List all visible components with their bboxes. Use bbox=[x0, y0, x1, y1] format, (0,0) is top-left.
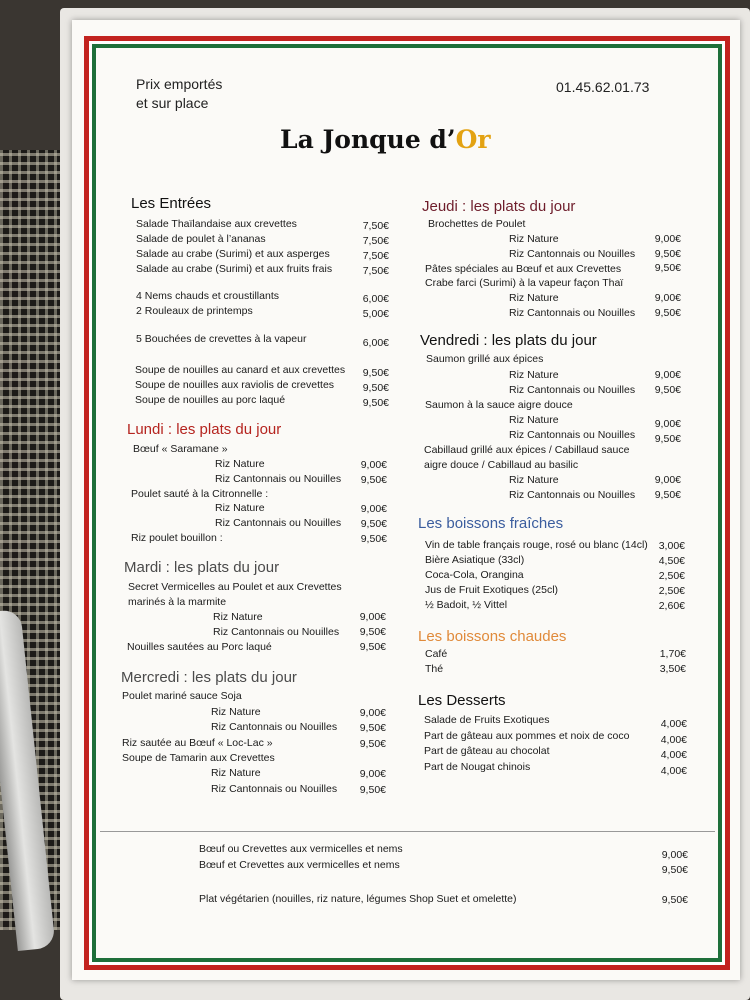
heading-vendredi: Vendredi : les plats du jour bbox=[420, 332, 597, 349]
heading-boissons-fraiches: Les boissons fraîches bbox=[418, 515, 564, 532]
menu-item: Riz Nature bbox=[509, 292, 559, 304]
menu-item: marinés à la marmite bbox=[128, 596, 227, 608]
menu-price: 9,50€ bbox=[359, 784, 386, 796]
menu-price: 9,50€ bbox=[661, 894, 688, 906]
menu-item: Riz Nature bbox=[215, 458, 265, 470]
menu-item: 5 Bouchées de crevettes à la vapeur bbox=[136, 333, 307, 345]
menu-item: Riz Cantonnais ou Nouilles bbox=[509, 248, 636, 260]
menu-price: 2,50€ bbox=[658, 585, 685, 597]
menu-price: 9,00€ bbox=[661, 849, 688, 861]
menu-item: Riz Nature bbox=[509, 233, 559, 245]
menu-price: 9,50€ bbox=[654, 489, 681, 501]
menu-price: 9,50€ bbox=[654, 262, 681, 274]
menu-item: aigre douce / Cabillaud au basilic bbox=[424, 459, 579, 471]
menu-item: Part de gâteau aux pommes et noix de coco bbox=[424, 730, 630, 742]
menu-item: Riz Cantonnais ou Nouilles bbox=[509, 307, 636, 319]
menu-item: Poulet sauté à la Citronnelle : bbox=[131, 488, 269, 500]
menu-price: 7,50€ bbox=[362, 250, 389, 262]
menu-item: Salade Thaïlandaise aux crevettes bbox=[136, 218, 297, 230]
menu-item: Nouilles sautées au Porc laqué bbox=[127, 641, 272, 653]
menu-price: 4,50€ bbox=[658, 555, 685, 567]
menu-item: Riz poulet bouillon : bbox=[131, 532, 223, 544]
menu-price: 9,00€ bbox=[359, 768, 386, 780]
menu-price: 9,00€ bbox=[654, 474, 681, 486]
menu-item: Bœuf ou Crevettes aux vermicelles et nems bbox=[199, 843, 403, 855]
menu-item: Saumon à la sauce aigre douce bbox=[425, 399, 573, 411]
menu-item: Part de gâteau au chocolat bbox=[424, 745, 550, 757]
heading-boissons-chaudes: Les boissons chaudes bbox=[418, 628, 567, 645]
border-green bbox=[92, 44, 722, 962]
price-note-line2: et sur place bbox=[136, 95, 209, 111]
menu-item: Bière Asiatique (33cl) bbox=[425, 554, 525, 566]
heading-mercredi: Mercredi : les plats du jour bbox=[121, 669, 297, 686]
menu-price: 9,50€ bbox=[654, 307, 681, 319]
menu-item: Riz Cantonnais ou Nouilles bbox=[211, 721, 338, 733]
menu-price: 9,00€ bbox=[360, 503, 387, 515]
menu-price: 9,50€ bbox=[359, 722, 386, 734]
menu-price: 9,00€ bbox=[360, 459, 387, 471]
menu-price: 4,00€ bbox=[660, 749, 687, 761]
menu-item: Riz Nature bbox=[509, 474, 559, 486]
menu-item: Soupe de nouilles aux raviolis de crevettes bbox=[135, 379, 335, 391]
menu-item: Saumon grillé aux épices bbox=[426, 353, 544, 365]
menu-item: Riz Nature bbox=[211, 706, 261, 718]
menu-item: Part de Nougat chinois bbox=[424, 761, 531, 773]
heading-lundi: Lundi : les plats du jour bbox=[127, 421, 282, 438]
menu-item: Plat végétarien (nouilles, riz nature, légumes Shop Suet et omelette) bbox=[199, 893, 517, 905]
menu-price: 4,00€ bbox=[660, 765, 687, 777]
menu-price: 9,50€ bbox=[362, 397, 389, 409]
menu-item: Riz Cantonnais ou Nouilles bbox=[211, 783, 338, 795]
menu-price: 9,50€ bbox=[362, 382, 389, 394]
menu-item: Coca-Cola, Orangina bbox=[425, 569, 524, 581]
menu-price: 2,60€ bbox=[658, 600, 685, 612]
phone-number: 01.45.62.01.73 bbox=[556, 79, 650, 95]
menu-price: 1,70€ bbox=[659, 648, 686, 660]
menu-item: Riz sautée au Bœuf « Loc-Lac » bbox=[122, 737, 273, 749]
menu-item: Riz Nature bbox=[211, 767, 261, 779]
menu-price: 9,00€ bbox=[359, 611, 386, 623]
menu-item: Café bbox=[425, 648, 448, 660]
menu-price: 9,00€ bbox=[654, 418, 681, 430]
price-note-line1: Prix emportés bbox=[136, 76, 223, 92]
menu-item: Riz Cantonnais ou Nouilles bbox=[509, 489, 636, 501]
menu-price: 9,50€ bbox=[359, 626, 386, 638]
menu-price: 2,50€ bbox=[658, 570, 685, 582]
menu-price: 9,50€ bbox=[360, 533, 387, 545]
heading-entrees: Les Entrées bbox=[131, 195, 212, 212]
menu-item: Riz Cantonnais ou Nouilles bbox=[213, 626, 340, 638]
menu-price: 9,50€ bbox=[359, 641, 386, 653]
menu-price: 9,50€ bbox=[654, 384, 681, 396]
menu-price: 9,50€ bbox=[661, 864, 688, 876]
menu-item: Secret Vermicelles au Poulet et aux Crevettes bbox=[128, 581, 342, 593]
menu-item: Soupe de nouilles au canard et aux crevettes bbox=[135, 364, 346, 376]
menu-price: 3,00€ bbox=[658, 540, 685, 552]
menu-item: ½ Badoit, ½ Vittel bbox=[425, 599, 508, 611]
heading-jeudi: Jeudi : les plats du jour bbox=[422, 198, 576, 215]
menu-item: Riz Cantonnais ou Nouilles bbox=[509, 429, 636, 441]
menu-item: Riz Nature bbox=[215, 502, 265, 514]
restaurant-title bbox=[280, 125, 491, 154]
menu-item: Riz Nature bbox=[213, 611, 263, 623]
menu-price: 7,50€ bbox=[362, 265, 389, 277]
heading-desserts: Les Desserts bbox=[418, 692, 506, 709]
menu-item: Salade au crabe (Surimi) et aux asperges bbox=[136, 248, 330, 260]
menu-price: 9,00€ bbox=[654, 233, 681, 245]
price-note bbox=[136, 75, 222, 113]
menu-price: 9,50€ bbox=[360, 518, 387, 530]
menu-price: 9,50€ bbox=[362, 367, 389, 379]
title-main: La Jonque d’ bbox=[280, 125, 456, 154]
title-gold: Or bbox=[455, 125, 491, 154]
menu-item: Vin de table français rouge, rosé ou blanc (14cl) bbox=[425, 539, 648, 551]
menu-item: Salade de poulet à l’ananas bbox=[136, 233, 266, 245]
menu-item: Bœuf et Crevettes aux vermicelles et nems bbox=[199, 859, 400, 871]
menu-item: Bœuf « Saramane » bbox=[133, 443, 228, 455]
menu-price: 9,00€ bbox=[654, 292, 681, 304]
menu-price: 9,50€ bbox=[360, 474, 387, 486]
menu-item: Soupe de nouilles au porc laqué bbox=[135, 394, 286, 406]
menu-item: Thé bbox=[425, 663, 444, 675]
menu-price: 7,50€ bbox=[362, 220, 389, 232]
menu-item: Brochettes de Poulet bbox=[428, 218, 526, 230]
menu-item: Riz Cantonnais ou Nouilles bbox=[215, 473, 342, 485]
menu-price: 3,50€ bbox=[659, 663, 686, 675]
menu-price: 9,50€ bbox=[654, 248, 681, 260]
footer-divider bbox=[100, 831, 715, 832]
menu-item: Riz Nature bbox=[509, 369, 559, 381]
menu-item: Pâtes spéciales au Bœuf et aux Crevettes bbox=[425, 263, 622, 275]
menu-item: Crabe farci (Surimi) à la vapeur façon Thaï bbox=[425, 277, 624, 289]
menu-item: Soupe de Tamarin aux Crevettes bbox=[122, 752, 275, 764]
menu-price: 9,50€ bbox=[654, 433, 681, 445]
menu-price: 9,50€ bbox=[359, 738, 386, 750]
menu-price: 4,00€ bbox=[660, 734, 687, 746]
menu-price: 5,00€ bbox=[362, 308, 389, 320]
menu-item: Salade de Fruits Exotiques bbox=[424, 714, 550, 726]
menu-item: Riz Nature bbox=[509, 414, 559, 426]
menu-item: Poulet mariné sauce Soja bbox=[122, 690, 242, 702]
menu-price: 6,00€ bbox=[362, 337, 389, 349]
menu-price: 4,00€ bbox=[660, 718, 687, 730]
menu-item: Riz Cantonnais ou Nouilles bbox=[509, 384, 636, 396]
menu-price: 7,50€ bbox=[362, 235, 389, 247]
menu-price: 9,00€ bbox=[654, 369, 681, 381]
heading-mardi: Mardi : les plats du jour bbox=[124, 559, 280, 576]
menu-item: Cabillaud grillé aux épices / Cabillaud sauce bbox=[424, 444, 630, 456]
menu-item: Riz Cantonnais ou Nouilles bbox=[215, 517, 342, 529]
menu-item: 2 Rouleaux de printemps bbox=[136, 305, 253, 317]
menu-price: 9,00€ bbox=[359, 707, 386, 719]
menu-item: 4 Nems chauds et croustillants bbox=[136, 290, 279, 302]
menu-price: 6,00€ bbox=[362, 293, 389, 305]
menu-item: Jus de Fruit Exotiques (25cl) bbox=[425, 584, 559, 596]
menu-item: Salade au crabe (Surimi) et aux fruits frais bbox=[136, 263, 333, 275]
